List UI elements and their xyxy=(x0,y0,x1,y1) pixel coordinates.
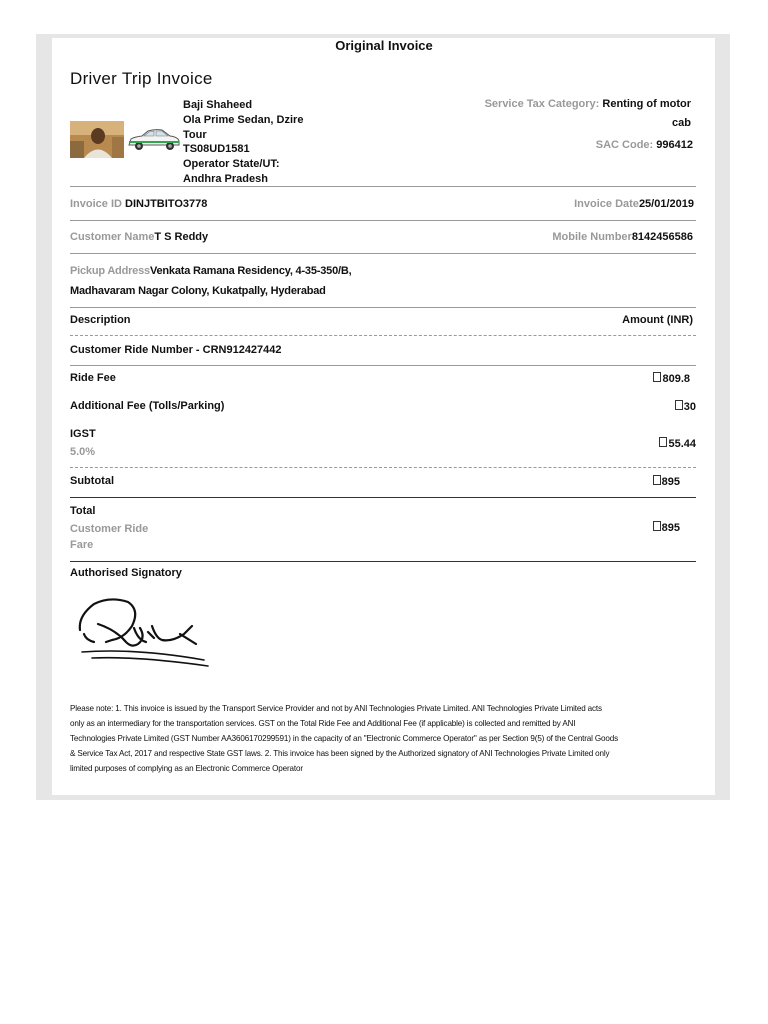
invoice-id xyxy=(70,198,207,210)
ride-fee-value: 809.8 xyxy=(662,373,690,385)
total-subtitle xyxy=(70,521,148,553)
pickup-address xyxy=(70,265,351,277)
driver-info xyxy=(183,98,303,187)
divider-dashed xyxy=(70,467,696,468)
rupee-icon xyxy=(675,400,683,410)
car-icon xyxy=(126,127,182,153)
mobile-label: Mobile Number xyxy=(552,231,632,243)
pickup-line2: Madhavaram Nagar Colony, Kukatpally, Hyderabad xyxy=(70,285,326,297)
service-tax-category xyxy=(450,98,691,110)
car-model-line2: Tour xyxy=(183,128,207,141)
additional-fee-label: Additional Fee (Tolls/Parking) xyxy=(70,400,225,412)
rupee-icon xyxy=(653,521,661,531)
total-subtitle-line2: Fare xyxy=(70,539,94,551)
service-tax-value-line1: Renting of motor xyxy=(602,98,691,110)
mobile-value: 8142456586 xyxy=(631,231,693,243)
car-model-line1: Ola Prime Sedan, Dzire xyxy=(183,113,304,126)
ride-fee-amount xyxy=(560,372,690,385)
additional-fee-amount xyxy=(560,400,696,413)
sac-code xyxy=(450,139,693,151)
rupee-icon xyxy=(653,475,661,485)
ride-fee-label: Ride Fee xyxy=(70,372,116,384)
divider-dashed xyxy=(70,335,696,336)
invoice-date xyxy=(450,198,694,210)
page-title: Driver Trip Invoice xyxy=(70,69,213,88)
service-tax-value-line2: cab xyxy=(672,117,691,129)
divider xyxy=(70,220,696,221)
footnote-line: only as an intermediary for the transportation services. GST on the Total Ride Fee and Additional Fee (if applicable) is collected and remitted by ANI xyxy=(70,719,576,728)
driver-name: Baji Shaheed xyxy=(183,99,253,111)
amount-header: Amount (INR) xyxy=(622,314,693,326)
igst-label: IGST xyxy=(70,428,96,440)
invoice-date-value: 25/01/2019 xyxy=(638,198,694,210)
description-header: Description xyxy=(70,314,131,326)
customer-name xyxy=(70,231,208,243)
total-subtitle-line1: Customer Ride xyxy=(70,523,149,535)
pickup-line1: Venkata Ramana Residency, 4-35-350/B, xyxy=(149,265,352,277)
signature-image xyxy=(76,590,212,672)
driver-photo xyxy=(70,121,124,158)
subtotal-amount xyxy=(560,475,680,488)
subtotal-label: Subtotal xyxy=(70,475,114,487)
footnote xyxy=(70,701,700,776)
total-amount xyxy=(560,521,680,534)
mobile-number xyxy=(450,231,693,243)
rupee-icon xyxy=(659,437,667,447)
footnote-line: limited purposes of complying as an Electronic Commerce Operator xyxy=(70,764,303,773)
operator-state-label: Operator State/UT: xyxy=(183,158,280,171)
customer-name-value: T S Reddy xyxy=(154,231,209,243)
original-invoice-label: Original Invoice xyxy=(335,38,433,53)
pickup-label: Pickup Address xyxy=(70,265,150,277)
sac-value: 996412 xyxy=(656,139,693,151)
subtotal-value: 895 xyxy=(661,476,680,488)
divider xyxy=(70,307,696,308)
divider-solid xyxy=(70,497,696,498)
igst-amount xyxy=(560,437,696,450)
authorised-signatory-label: Authorised Signatory xyxy=(70,567,182,579)
divider-solid xyxy=(70,561,696,562)
invoice-date-label: Invoice Date xyxy=(574,198,639,210)
footnote-line: & Service Tax Act, 2017 and respective State GST laws. 2. This invoice has been signed by the Authorized signatory of ANI Technologies Private Limited only xyxy=(70,749,610,758)
total-value: 895 xyxy=(661,522,680,534)
service-tax-label: Service Tax Category: xyxy=(484,98,600,110)
footnote-line: Please note: 1. This invoice is issued by the Transport Service Provider and not by ANI Technologies Private Limited. ANI Technologies Private Limited acts xyxy=(70,704,602,713)
igst-rate: 5.0% xyxy=(70,446,96,458)
additional-fee-value: 30 xyxy=(683,401,696,413)
igst-value: 55.44 xyxy=(668,438,696,450)
ride-number: Customer Ride Number - CRN912427442 xyxy=(70,344,282,356)
invoice-id-label: Invoice ID xyxy=(70,198,122,210)
divider xyxy=(70,186,696,187)
total-label: Total xyxy=(70,505,96,517)
footnote-line: Technologies Private Limited (GST Number AA3606170299591) in the capacity of an "Electronic Commerce Operator" as per Section 9(5) of the Central Goods xyxy=(70,734,619,743)
sac-label: SAC Code: xyxy=(595,139,654,151)
vehicle-number: TS08UD1581 xyxy=(183,143,250,156)
invoice-id-value: DINJTBITO3778 xyxy=(125,198,208,210)
divider xyxy=(70,253,696,254)
divider xyxy=(70,365,696,366)
customer-name-label: Customer Name xyxy=(70,231,155,243)
operator-state: Andhra Pradesh xyxy=(183,172,268,185)
rupee-icon xyxy=(653,372,661,382)
